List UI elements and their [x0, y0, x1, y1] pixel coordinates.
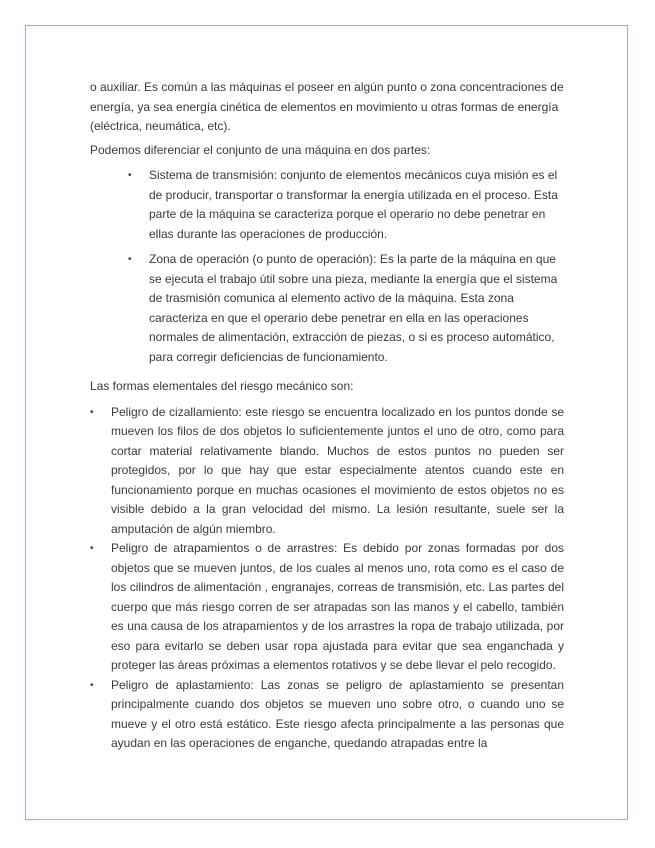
list-item: [90, 676, 564, 754]
list-item-text: Peligro de aplastamiento: Las zonas se peligro de aplastamiento se presentan principalmente cuando dos objetos se mueven uno sobre otro, o cuando uno se mueve y el otro está estático. Este riesgo afecta principalmente a las personas que ayudan en las operaciones de enganche, quedando atrapadas entre la: [111, 677, 564, 750]
bullet-icon: •: [90, 679, 94, 691]
list-item: [90, 250, 564, 367]
list-item: [90, 166, 564, 244]
risk-intro-paragraph: Las formas elementales del riesgo mecánico son:: [90, 379, 354, 393]
list-item: [90, 539, 564, 676]
machine-parts-list: [90, 166, 564, 367]
list-item-text: Peligro de cizallamiento: este riesgo se encuentra localizado en los puntos donde se mueven los filos de dos objetos lo suficientemente juntos el uno de otro, como para cortar material relativamente blando. Muchos de estos puntos no pueden ser protegidos, por lo que hay que estar especialmente atentos cuando este en funcionamiento porque en muchas ocasiones el movimiento de estos objetos no es visible debido a la gran velocidad del mismo. La lesión resultante, suele ser la amputación de algún miembro.: [111, 404, 564, 536]
intro-paragraph: o auxiliar. Es común a las máquinas el poseer en algún punto o zona concentraciones de energía, ya sea energía cinética de elementos en movimiento u otras formas de energía (eléctrica, neumática, etc).: [90, 80, 564, 133]
list-item-text: Sistema de transmisión: conjunto de elementos mecánicos cuya misión es el de producir, transportar o transformar la energía utilizada en el proceso. Esta parte de la máquina se caracteriza porque el operario no debe penetrar en ellas durante las operaciones de producción.: [149, 168, 558, 241]
parts-intro-paragraph: Podemos diferenciar el conjunto de una máquina en dos partes:: [90, 142, 431, 157]
document-body: [90, 78, 564, 754]
bullet-icon: •: [128, 170, 132, 181]
bullet-icon: •: [90, 543, 94, 554]
list-item-text: Peligro de atrapamientos o de arrastres: Es debido por zonas formadas por dos objetos que se mueven juntos, de los cuales al menos uno, rota como es el caso de los cilindros de alimentación , engranajes, correas de transmisión, etc. Las partes del cuerpo que más riesgo corren de ser atrapadas son las manos y el cabello, también es una causa de los atrapamientos y de los arrastres la ropa de trabajo utilizada, por eso para evitarlo se deben usar ropa ajustada para evitar que sea enganchada y proteger las áreas próximas a elementos rotativos y se debe llevar el pelo recogido.: [111, 541, 564, 672]
list-item: [90, 403, 564, 540]
risk-list: [90, 403, 564, 754]
bullet-icon: •: [128, 254, 132, 265]
bullet-icon: •: [90, 406, 94, 418]
list-item-text: Zona de operación (o punto de operación): Es la parte de la máquina en que se ejecuta el trabajo útil sobre una pieza, mediante la energía que el sistema de trasmisión comunica al elemento activo de la máquina. Esta zona caracteriza en que el operario debe penetrar en ella en las operaciones normales de alimentación, extracción de piezas, o si es proceso automático, para corregir deficiencias de funcionamiento.: [149, 252, 558, 364]
